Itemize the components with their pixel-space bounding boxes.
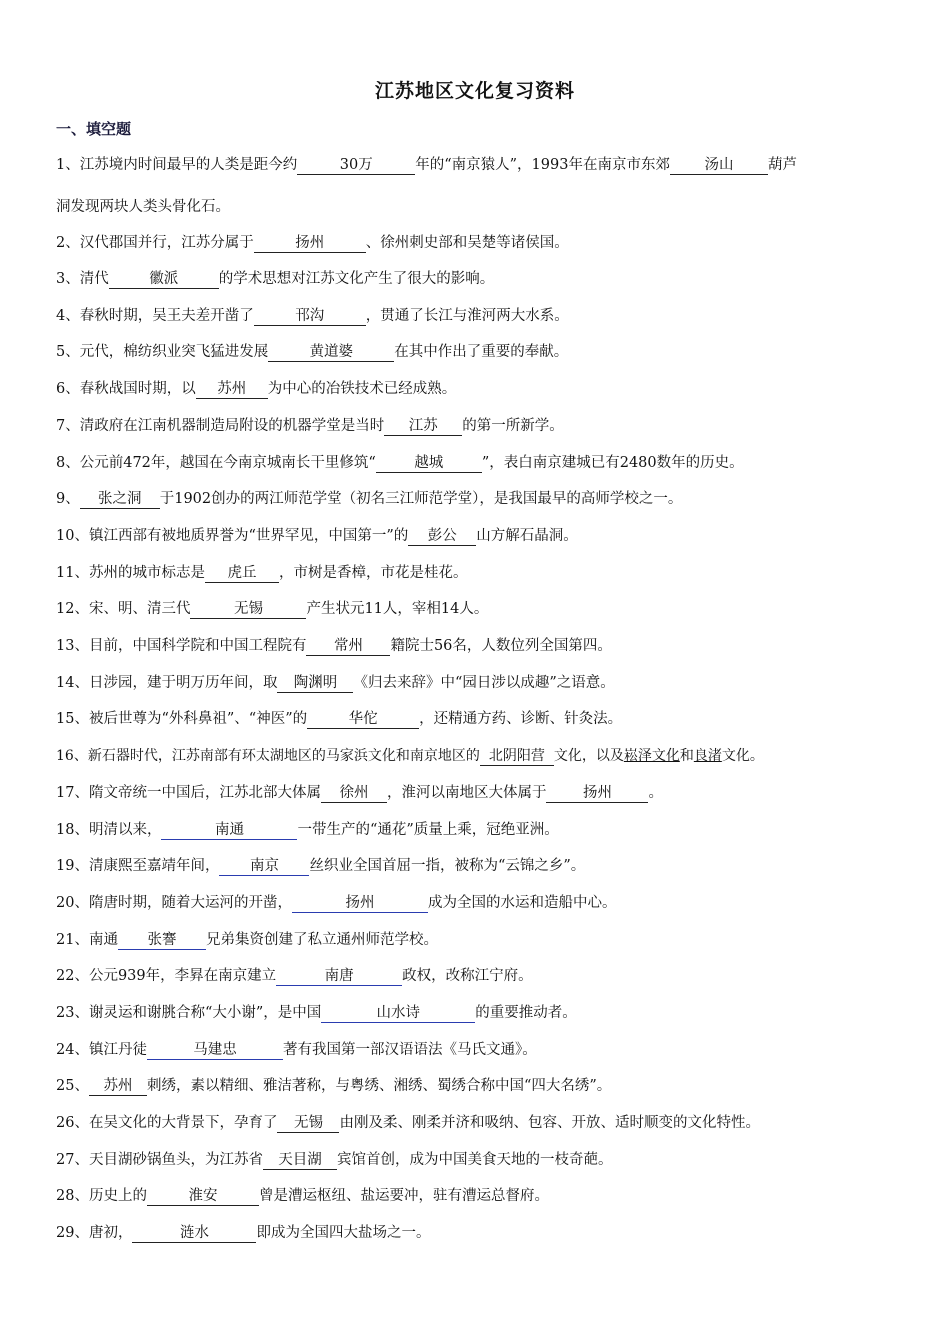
- answer-blank: 张謇: [118, 931, 206, 950]
- question-14: 14、日涉园，建于明万历年间，取 陶渊明 《归去来辞》中“园日涉以成趣”之语意。: [56, 675, 615, 691]
- question-27: 27、天目湖砂锅鱼头，为江苏省 天目湖 宾馆首创，成为中国美食天地的一枝奇葩。: [56, 1152, 613, 1168]
- answer-blank: 张之洞: [80, 490, 160, 509]
- document-title: 江苏地区文化复习资料: [374, 80, 575, 102]
- answer-blank: 扬州: [292, 894, 428, 913]
- section-heading: 一、填空题: [56, 120, 132, 138]
- answer-blank: 天目湖: [263, 1151, 337, 1170]
- question-12: 12、宋、明、清三代 无锡 产生状元11人，宰相14人。: [56, 601, 489, 617]
- question-9: 9、 张之洞 于1902创办的两江师范学堂（初名三江师范学堂），是我国最早的高师学校之一。: [56, 491, 683, 507]
- answer-blank: 苏州: [89, 1077, 147, 1096]
- answer-blank: 无锡: [190, 600, 306, 619]
- answer-blank: 黄道婆: [268, 343, 394, 362]
- answer-blank: 山水诗: [321, 1004, 475, 1023]
- question-19: 19、清康熙至嘉靖年间， 南京 丝织业全国首屈一指，被称为“云锦之乡”。: [56, 858, 586, 874]
- question-10: 10、镇江西部有被地质界誉为“世界罕见，中国第一”的 彭公 山方解石晶洞。: [56, 528, 578, 544]
- question-4: 4、春秋时期，吴王夫差开凿了 邗沟 ，贯通了长江与淮河两大水系。: [56, 308, 569, 324]
- answer-blank: 马建忠: [147, 1041, 283, 1060]
- question-23: 23、谢灵运和谢朓合称“大小谢”，是中国 山水诗 的重要推动者。: [56, 1005, 577, 1021]
- answer-blank: 常州: [306, 637, 390, 656]
- question-6: 6、春秋战国时期，以 苏州 为中心的冶铁技术已经成熟。: [56, 381, 457, 397]
- answer-blank: 彭公: [408, 527, 476, 546]
- question-2: 2、汉代郡国并行，江苏分属于 扬州 、徐州刺史部和吴楚等诸侯国。: [56, 235, 569, 251]
- question-25: 25、 苏州 刺绣，素以精细、雅洁著称，与粤绣、湘绣、蜀绣合称中国“四大名绣”。: [56, 1078, 612, 1094]
- question-24: 24、镇江丹徒 马建忠 著有我国第一部汉语语法《马氏文通》。: [56, 1042, 537, 1058]
- answer-blank: 徐州: [321, 784, 387, 803]
- answer-blank: 越城: [376, 454, 482, 473]
- answer-blank: 扬州: [254, 234, 366, 253]
- question-17: 17、隋文帝统一中国后，江苏北部大体属 徐州 ，淮河以南地区大体属于 扬州 。: [56, 785, 663, 801]
- question-1-continued: 洞发现两块人类头骨化石。: [56, 199, 230, 215]
- question-8: 8、公元前472年，越国在今南京城南长干里修筑“ 越城 ”，表白南京建城已有2480数年的历史。: [56, 455, 744, 471]
- answer-blank: 邗沟: [254, 307, 366, 326]
- answer-blank: 徽派: [109, 270, 219, 289]
- answer-blank: 南通: [161, 821, 297, 840]
- answer-blank: 汤山: [670, 156, 768, 175]
- answer-blank: 北阴阳营: [480, 747, 554, 766]
- question-3: 3、清代 徽派 的学术思想对江苏文化产生了很大的影响。: [56, 271, 495, 287]
- answer-blank: 苏州: [196, 380, 268, 399]
- answer-blank: 涟水: [132, 1224, 256, 1243]
- question-20: 20、隋唐时期，随着大运河的开凿， 扬州 成为全国的水运和造船中心。: [56, 895, 617, 911]
- question-11: 11、苏州的城市标志是 虎丘 ，市树是香樟，市花是桂花。: [56, 565, 468, 581]
- question-15: 15、被后世尊为“外科鼻祖”、“神医”的 华佗 ，还精通方药、诊断、针灸法。: [56, 711, 623, 727]
- question-7: 7、清政府在江南机器制造局附设的机器学堂是当时 江苏 的第一所新学。: [56, 418, 564, 434]
- question-22: 22、公元939年，李昪在南京建立 南唐 政权，改称江宁府。: [56, 968, 533, 984]
- answer-blank: 淮安: [147, 1187, 259, 1206]
- question-29: 29、唐初， 涟水 即成为全国四大盐场之一。: [56, 1225, 431, 1241]
- question-26: 26、在吴文化的大背景下，孕育了 无锡 由刚及柔、刚柔并济和吸纳、包容、开放、适时顺变的文化特性。: [56, 1115, 760, 1131]
- answer-blank: 30万: [297, 156, 415, 175]
- answer-blank: 虎丘: [205, 564, 279, 583]
- question-5: 5、元代，棉纺织业突飞猛进发展 黄道婆 在其中作出了重要的奉献。: [56, 344, 569, 360]
- answer-blank: 江苏: [384, 417, 462, 436]
- question-21: 21、南通 张謇 兄弟集资创建了私立通州师范学校。: [56, 932, 438, 948]
- answer-blank: 陶渊明: [277, 674, 353, 693]
- answer-underlined: 良渚: [693, 748, 722, 764]
- answer-underlined: 崧泽文化: [623, 748, 680, 764]
- answer-blank: 南唐: [276, 967, 402, 986]
- question-28: 28、历史上的 淮安 曾是漕运枢纽、盐运要冲，驻有漕运总督府。: [56, 1188, 549, 1204]
- question-13: 13、目前，中国科学院和中国工程院有 常州 籍院士56名，人数位列全国第四。: [56, 638, 612, 654]
- answer-blank: 无锡: [277, 1114, 339, 1133]
- question-18: 18、明清以来， 南通 一带生产的“通花”质量上乘，冠绝亚洲。: [56, 822, 559, 838]
- answer-blank: 南京: [219, 857, 309, 876]
- question-1: 1、江苏境内时间最早的人类是距今约 30万 年的“南京猿人”，1993年在南京市东郊 汤山 葫芦: [56, 157, 797, 173]
- answer-blank: 华佗: [307, 710, 419, 729]
- answer-blank: 扬州: [546, 784, 648, 803]
- question-16: 16、新石器时代，江苏南部有环太湖地区的马家浜文化和南京地区的 北阴阳营 文化，以及崧泽文化和良渚文化。: [56, 748, 764, 764]
